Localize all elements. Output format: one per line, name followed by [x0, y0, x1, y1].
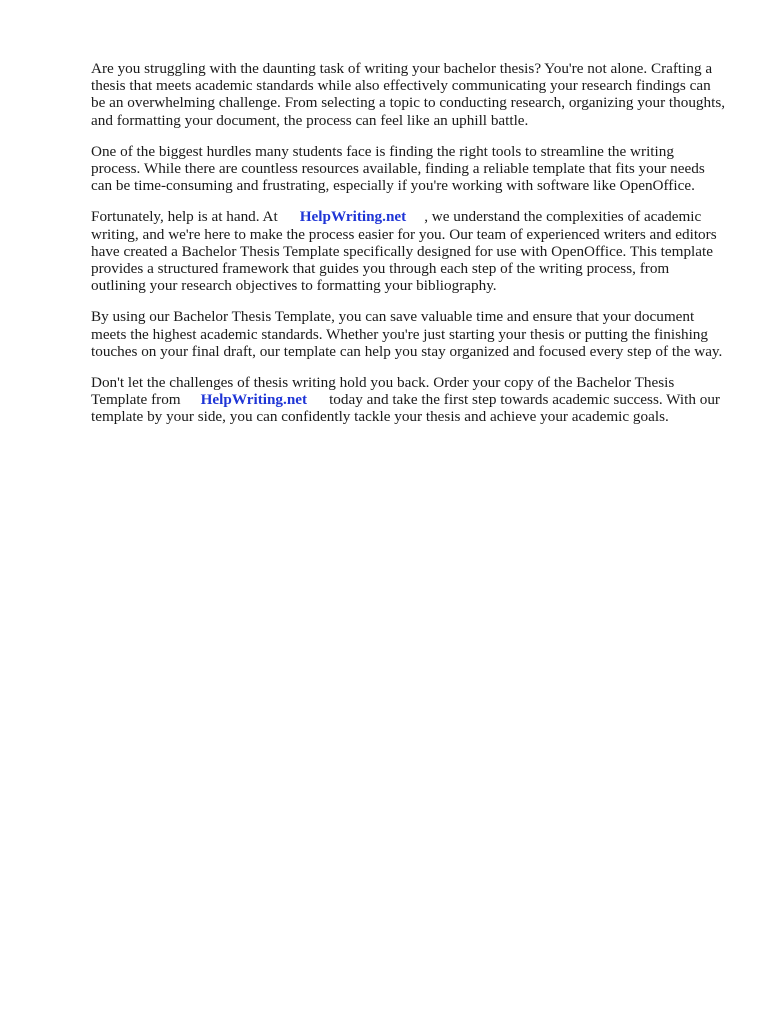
paragraph-help-text-after: , we understand the complexities of academic writing, and we're here to make the process easier for you. Our team of experienced writers and editors have created a Bachelor Thesis Template specifically designed for use with OpenOffice. This template provides a structured framework that guides you through each step of the writing process, from outlining your research objectives to formatting your bibliography.	[91, 208, 717, 295]
paragraph-cta-text-before: Don't let the challenges of thesis writing hold you back. Order your copy of the Bachelor Thesis Template from	[91, 374, 675, 409]
paragraph-intro: Are you struggling with the daunting task of writing your bachelor thesis? You're not alone. Crafting a thesis that meets academic standards while also effectively communicating your research findings can be an overwhelming challenge. From selecting a topic to conducting research, organizing your thoughts, and formatting your document, the process can feel like an uphill battle.	[91, 60, 726, 129]
helpwriting-order-link[interactable]: HelpWriting.net	[200, 391, 308, 409]
paragraph-call-to-action	[91, 374, 727, 426]
paragraph-help-text-before: Fortunately, help is at hand. At	[91, 208, 278, 226]
paragraph-benefits: By using our Bachelor Thesis Template, you can save valuable time and ensure that your document meets the highest academic standards. Whether you're just starting your thesis or putting the finishing touches on your final draft, our template can help you stay organized and focused every step of the way.	[91, 308, 723, 360]
document-page	[91, 60, 727, 440]
paragraph-help	[91, 208, 727, 294]
helpwriting-link[interactable]: HelpWriting.net	[299, 208, 407, 226]
paragraph-hurdles: One of the biggest hurdles many students face is finding the right tools to streamline the writing process. While there are countless resources available, finding a reliable template that fits your needs can be time-consuming and frustrating, especially if you're working with software like OpenOffice.	[91, 142, 705, 195]
paragraph-cta-text-after: today and take the first step towards academic success. With our template by your side, you can confidently tackle your thesis and achieve your academic goals.	[91, 391, 720, 426]
